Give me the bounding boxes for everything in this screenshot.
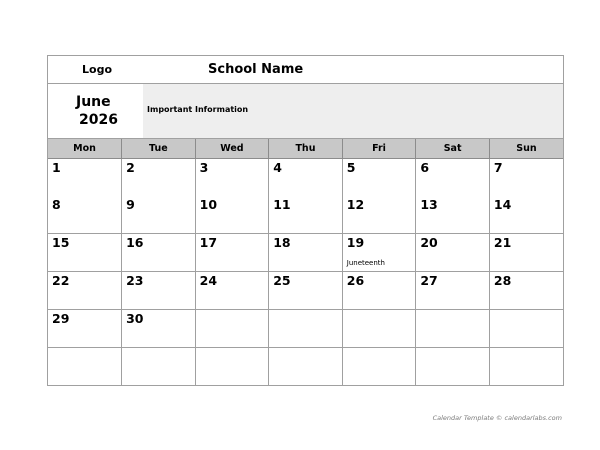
day-cell [195,348,269,386]
day-cell [269,310,343,348]
day-cell [48,159,122,197]
day-cell [489,159,563,197]
day-number: 18 [273,235,291,250]
week-row [48,272,563,310]
day-cell [48,234,122,272]
day-cell [269,234,343,272]
week-row [48,159,563,197]
day-number: 16 [126,235,144,250]
month-label: June [76,94,111,110]
day-number: 6 [420,160,430,175]
day-cell [342,272,416,310]
day-number: 26 [346,273,365,288]
day-number: 15 [52,235,70,250]
day-cell [48,196,122,234]
day-cell [416,272,490,310]
day-cell [122,272,196,310]
day-cell [489,348,563,386]
day-cell [269,159,343,197]
day-number: 30 [126,311,144,326]
day-cell [48,348,122,386]
day-number: 28 [493,273,512,288]
day-number: 27 [420,273,438,288]
day-number: 8 [52,197,61,212]
day-cell [122,234,196,272]
day-number: 29 [52,311,70,326]
day-number: 11 [273,197,291,212]
weekday-tue: Tue [122,139,196,159]
day-number: 4 [273,160,282,175]
important-information-label: Important Information [147,105,249,114]
weekday-mon: Mon [48,139,122,159]
day-cell [342,348,416,386]
day-number: 25 [273,273,291,288]
footer-credit: Calendar Template © calendarlabs.com [432,414,562,422]
day-number: 7 [493,160,503,175]
school-name: School Name [208,62,304,77]
day-number: 19 [346,235,365,250]
info-row [48,84,563,139]
day-cell [48,272,122,310]
day-number: 14 [493,197,512,212]
logo-placeholder: Logo [82,63,112,76]
weekday-fri: Fri [342,139,416,159]
calendar-grid [48,139,563,385]
day-number: 3 [199,160,209,175]
day-cell [489,234,563,272]
week-row [48,196,563,234]
header-row [48,56,563,84]
weekday-sun: Sun [489,139,563,159]
day-cell [489,310,563,348]
important-information-cell [143,84,563,138]
day-number: 2 [126,160,135,175]
day-number: 23 [126,273,144,288]
year-label: 2026 [79,112,118,128]
day-number: 5 [346,160,356,175]
day-number: 24 [199,273,218,288]
day-number: 22 [52,273,70,288]
day-cell [122,196,196,234]
weekday-wed: Wed [195,139,269,159]
day-cell [342,234,416,272]
day-cell [342,196,416,234]
day-cell [122,310,196,348]
day-number: 13 [420,197,438,212]
week-row [48,310,563,348]
day-cell [269,272,343,310]
day-cell [416,310,490,348]
day-cell [416,159,490,197]
day-cell [489,272,563,310]
day-cell [122,348,196,386]
calendar-sheet [47,55,564,386]
day-number: 17 [199,235,218,250]
holiday-label: Juneteenth [346,259,385,267]
day-cell [195,310,269,348]
day-number: 20 [420,235,438,250]
week-row [48,348,563,386]
day-cell [489,196,563,234]
day-cell [342,159,416,197]
day-cell [122,159,196,197]
day-cell [195,159,269,197]
day-cell [416,234,490,272]
week-row [48,234,563,272]
day-number: 10 [199,197,218,212]
day-cell [416,196,490,234]
day-cell [195,234,269,272]
weekday-header-row [48,139,563,159]
day-cell [416,348,490,386]
weekday-sat: Sat [416,139,490,159]
day-cell [342,310,416,348]
day-cell [269,348,343,386]
day-number: 21 [493,235,512,250]
day-cell [195,272,269,310]
day-cell [269,196,343,234]
day-number: 1 [52,160,61,175]
day-number: 9 [126,197,135,212]
day-cell [48,310,122,348]
day-cell [195,196,269,234]
month-year-cell [48,84,143,138]
day-number: 12 [346,197,365,212]
weekday-thu: Thu [269,139,343,159]
